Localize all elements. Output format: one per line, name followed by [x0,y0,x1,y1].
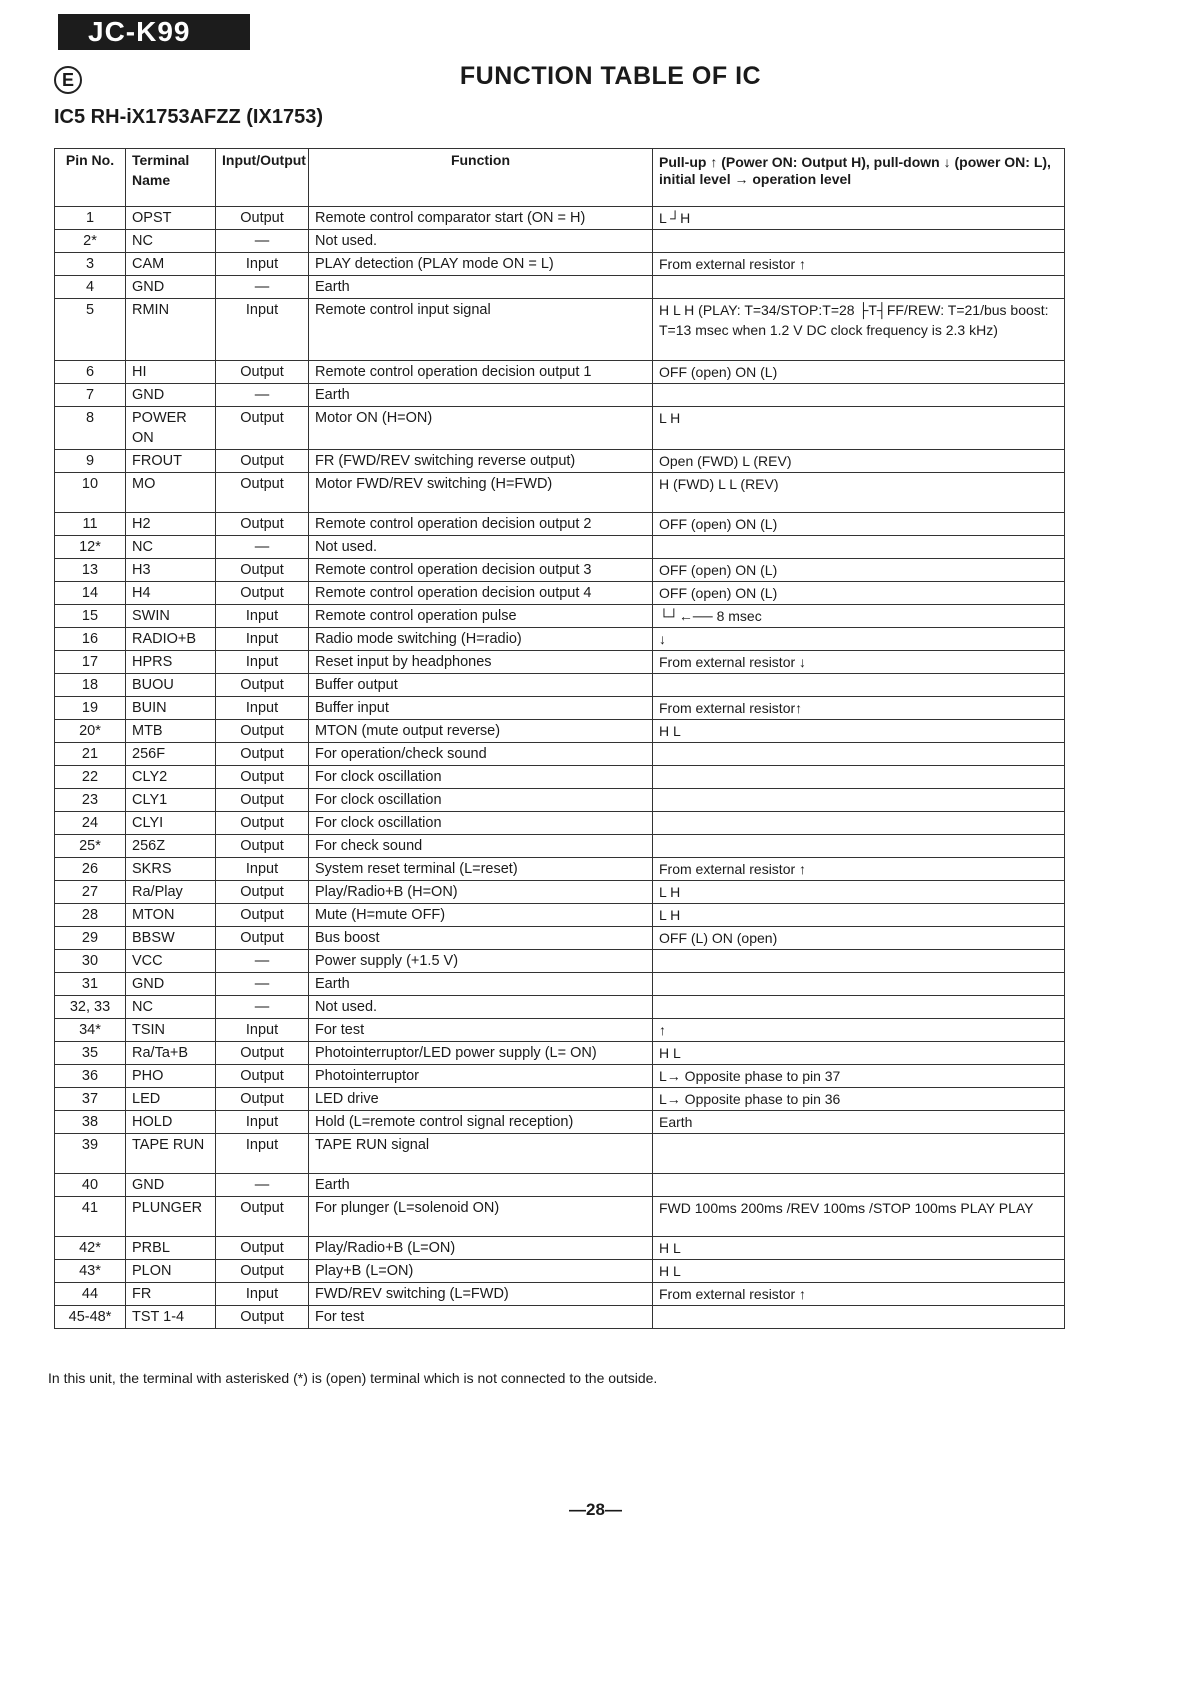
cell-pin: 28 [55,904,126,927]
cell-function: Power supply (+1.5 V) [309,950,653,973]
cell-pull: H L [653,1237,1065,1260]
cell-io: — [216,1174,309,1197]
cell-pin: 16 [55,628,126,651]
cell-terminal: RADIO+B [126,628,216,651]
cell-io: Output [216,789,309,812]
cell-pin: 30 [55,950,126,973]
cell-terminal: BBSW [126,927,216,950]
cell-pull: From external resistor↑ [653,697,1065,720]
cell-pin: 31 [55,973,126,996]
cell-io: Output [216,904,309,927]
cell-terminal: CLY2 [126,766,216,789]
cell-pull [653,674,1065,697]
cell-terminal: MTB [126,720,216,743]
cell-pin: 3 [55,253,126,276]
cell-function: Remote control comparator start (ON = H) [309,207,653,230]
model-badge: JC-K99 [58,14,250,50]
cell-io: Output [216,1306,309,1329]
cell-terminal: H4 [126,582,216,605]
cell-pull: H L [653,1042,1065,1065]
cell-io: Input [216,605,309,628]
table-row [55,1260,1065,1283]
table-row [55,628,1065,651]
cell-terminal: PHO [126,1065,216,1088]
cell-pull: OFF (open) ON (L) [653,513,1065,536]
cell-io: Output [216,1237,309,1260]
cell-pin: 21 [55,743,126,766]
cell-io: Input [216,858,309,881]
cell-io: — [216,230,309,253]
cell-function: Not used. [309,230,653,253]
cell-pin: 41 [55,1197,126,1237]
cell-pin: 37 [55,1088,126,1111]
cell-terminal: OPST [126,207,216,230]
cell-io: Input [216,299,309,361]
cell-function: Remote control operation decision output 3 [309,559,653,582]
cell-function: Remote control operation pulse [309,605,653,628]
table-row [55,973,1065,996]
cell-pull: H L [653,1260,1065,1283]
table-row [55,1042,1065,1065]
table-row [55,559,1065,582]
cell-io: Output [216,927,309,950]
table-row [55,1283,1065,1306]
cell-function: Buffer output [309,674,653,697]
cell-function: Not used. [309,996,653,1019]
table-row [55,1174,1065,1197]
cell-pull: OFF (open) ON (L) [653,559,1065,582]
cell-pin: 17 [55,651,126,674]
cell-function: For clock oscillation [309,812,653,835]
table-row [55,1019,1065,1042]
cell-function: For plunger (L=solenoid ON) [309,1197,653,1237]
cell-function: Earth [309,1174,653,1197]
cell-terminal: HI [126,361,216,384]
cell-terminal: Ra/Play [126,881,216,904]
cell-io: Output [216,812,309,835]
cell-pull: From external resistor ↑ [653,253,1065,276]
cell-terminal: TAPE RUN [126,1134,216,1174]
cell-terminal: FROUT [126,450,216,473]
cell-io: Output [216,1260,309,1283]
cell-terminal: 256Z [126,835,216,858]
table-row [55,766,1065,789]
ic-heading: IC5 RH-iX1753AFZZ (IX1753) [54,106,323,128]
cell-function: For test [309,1306,653,1329]
cell-pin: 14 [55,582,126,605]
cell-pin: 11 [55,513,126,536]
table-row [55,513,1065,536]
cell-pin: 6 [55,361,126,384]
table-row [55,1197,1065,1237]
cell-pull [653,1134,1065,1174]
table-row [55,582,1065,605]
col-header-terminal: Terminal Name [126,149,216,207]
cell-pin: 29 [55,927,126,950]
function-table [54,148,1065,1329]
table-row [55,1306,1065,1329]
cell-io: Output [216,720,309,743]
table-row [55,1111,1065,1134]
table-row [55,904,1065,927]
col-header-io: Input/Output [216,149,309,207]
table-row [55,1065,1065,1088]
table-row [55,858,1065,881]
cell-pin: 10 [55,473,126,513]
cell-pull: ↓ [653,628,1065,651]
cell-pin: 12* [55,536,126,559]
cell-pull: L H [653,407,1065,450]
cell-function: Remote control operation decision output 2 [309,513,653,536]
cell-io: Input [216,1019,309,1042]
table-row [55,299,1065,361]
cell-function: Reset input by headphones [309,651,653,674]
col-header-pull: Pull-up ↑ (Power ON: Output H), pull-down ↓ (power ON: L), initial level → operation level [653,149,1065,207]
cell-pin: 34* [55,1019,126,1042]
cell-pin: 4 [55,276,126,299]
cell-terminal: NC [126,996,216,1019]
cell-pin: 25* [55,835,126,858]
cell-io: Output [216,361,309,384]
cell-pull: From external resistor ↓ [653,651,1065,674]
table-row [55,996,1065,1019]
cell-terminal: SWIN [126,605,216,628]
cell-pin: 20* [55,720,126,743]
cell-pin: 23 [55,789,126,812]
cell-pin: 35 [55,1042,126,1065]
cell-terminal: 256F [126,743,216,766]
cell-terminal: PLON [126,1260,216,1283]
cell-io: Output [216,513,309,536]
cell-pull: H (FWD) L L (REV) [653,473,1065,513]
cell-pull: OFF (L) ON (open) [653,927,1065,950]
cell-terminal: NC [126,536,216,559]
cell-pin: 18 [55,674,126,697]
cell-pull: ↑ [653,1019,1065,1042]
cell-function: Earth [309,384,653,407]
cell-io: Input [216,651,309,674]
cell-pull [653,835,1065,858]
region-mark: E [54,66,82,94]
cell-pin: 36 [55,1065,126,1088]
cell-pin: 22 [55,766,126,789]
cell-function: Bus boost [309,927,653,950]
cell-io: Output [216,881,309,904]
cell-pin: 39 [55,1134,126,1174]
cell-pin: 5 [55,299,126,361]
cell-terminal: TST 1-4 [126,1306,216,1329]
table-row [55,674,1065,697]
cell-terminal: RMIN [126,299,216,361]
cell-io: Output [216,1197,309,1237]
cell-pin: 19 [55,697,126,720]
cell-pin: 9 [55,450,126,473]
cell-io: Output [216,450,309,473]
cell-pull [653,812,1065,835]
cell-terminal: NC [126,230,216,253]
cell-pull [653,536,1065,559]
cell-function: Play+B (L=ON) [309,1260,653,1283]
cell-io: — [216,536,309,559]
cell-function: Remote control input signal [309,299,653,361]
cell-function: Remote control operation decision output 1 [309,361,653,384]
cell-terminal: CLYI [126,812,216,835]
table-row [55,697,1065,720]
table-row [55,361,1065,384]
cell-pull [653,1306,1065,1329]
cell-pull: OFF (open) ON (L) [653,361,1065,384]
cell-terminal: HPRS [126,651,216,674]
cell-terminal: LED [126,1088,216,1111]
cell-io: Input [216,697,309,720]
cell-pull [653,789,1065,812]
cell-io: Output [216,1042,309,1065]
cell-pin: 44 [55,1283,126,1306]
cell-pull [653,276,1065,299]
cell-terminal: GND [126,1174,216,1197]
table-row [55,450,1065,473]
table-row [55,536,1065,559]
cell-terminal: MTON [126,904,216,927]
table-row [55,881,1065,904]
cell-io: Input [216,253,309,276]
col-header-function: Function [309,149,653,207]
cell-pull: FWD 100ms 200ms /REV 100ms /STOP 100ms PLAY PLAY [653,1197,1065,1237]
cell-pull: L→ Opposite phase to pin 37 [653,1065,1065,1088]
cell-pin: 27 [55,881,126,904]
table-row [55,1088,1065,1111]
cell-pin: 32, 33 [55,996,126,1019]
table-row [55,720,1065,743]
cell-function: Photointerruptor/LED power supply (L= ON) [309,1042,653,1065]
table-row [55,1134,1065,1174]
cell-pull [653,743,1065,766]
cell-io: — [216,950,309,973]
cell-terminal: GND [126,276,216,299]
cell-io: — [216,973,309,996]
page-number: —28— [569,1500,622,1519]
cell-io: Input [216,628,309,651]
footnote: In this unit, the terminal with asterisked (*) is (open) terminal which is not connected to the outside. [48,1370,658,1386]
cell-pull: Open (FWD) L (REV) [653,450,1065,473]
cell-function: Hold (L=remote control signal reception) [309,1111,653,1134]
cell-terminal: GND [126,384,216,407]
cell-pin: 15 [55,605,126,628]
col-header-pin: Pin No. [55,149,126,207]
cell-pull: L ┘H [653,207,1065,230]
table-row [55,927,1065,950]
cell-pull: From external resistor ↑ [653,858,1065,881]
cell-function: Motor FWD/REV switching (H=FWD) [309,473,653,513]
table-row [55,276,1065,299]
cell-pull: L H [653,881,1065,904]
cell-pull: OFF (open) ON (L) [653,582,1065,605]
cell-pull [653,384,1065,407]
cell-function: For test [309,1019,653,1042]
table-row [55,253,1065,276]
cell-terminal: GND [126,973,216,996]
cell-pin: 38 [55,1111,126,1134]
cell-terminal: SKRS [126,858,216,881]
cell-pull [653,973,1065,996]
cell-function: Play/Radio+B (H=ON) [309,881,653,904]
cell-io: — [216,996,309,1019]
cell-io: Output [216,473,309,513]
cell-pin: 45-48* [55,1306,126,1329]
cell-terminal: H3 [126,559,216,582]
cell-pull [653,766,1065,789]
table-header-row [55,149,1065,207]
cell-io: Output [216,407,309,450]
table-row [55,207,1065,230]
cell-function: Motor ON (H=ON) [309,407,653,450]
cell-io: Input [216,1134,309,1174]
cell-function: TAPE RUN signal [309,1134,653,1174]
cell-pin: 2* [55,230,126,253]
cell-function: Earth [309,276,653,299]
table-row [55,812,1065,835]
table-row [55,230,1065,253]
cell-pull: Earth [653,1111,1065,1134]
cell-terminal: HOLD [126,1111,216,1134]
cell-terminal: VCC [126,950,216,973]
cell-pin: 42* [55,1237,126,1260]
cell-io: Output [216,835,309,858]
cell-terminal: Ra/Ta+B [126,1042,216,1065]
cell-io: Output [216,766,309,789]
table-row [55,950,1065,973]
cell-pull: From external resistor ↑ [653,1283,1065,1306]
table-row [55,1237,1065,1260]
cell-pull [653,1174,1065,1197]
cell-pin: 43* [55,1260,126,1283]
cell-pull [653,996,1065,1019]
cell-terminal: H2 [126,513,216,536]
cell-terminal: CAM [126,253,216,276]
cell-function: Radio mode switching (H=radio) [309,628,653,651]
cell-terminal: BUOU [126,674,216,697]
cell-pin: 24 [55,812,126,835]
cell-pin: 40 [55,1174,126,1197]
cell-terminal: FR [126,1283,216,1306]
cell-pull: H L [653,720,1065,743]
table-row [55,835,1065,858]
cell-function: Not used. [309,536,653,559]
cell-function: FWD/REV switching (L=FWD) [309,1283,653,1306]
cell-io: Output [216,559,309,582]
cell-pin: 26 [55,858,126,881]
cell-pin: 1 [55,207,126,230]
cell-terminal: BUIN [126,697,216,720]
cell-function: LED drive [309,1088,653,1111]
table-row [55,789,1065,812]
cell-pull [653,950,1065,973]
table-row [55,651,1065,674]
cell-pin: 8 [55,407,126,450]
cell-io: Output [216,582,309,605]
cell-io: Output [216,743,309,766]
cell-function: For operation/check sound [309,743,653,766]
cell-function: Remote control operation decision output 4 [309,582,653,605]
cell-terminal: PRBL [126,1237,216,1260]
cell-pull: └┘←── 8 msec [653,605,1065,628]
cell-function: Buffer input [309,697,653,720]
cell-io: Output [216,207,309,230]
table-row [55,407,1065,450]
cell-pin: 7 [55,384,126,407]
cell-function: Photointerruptor [309,1065,653,1088]
cell-io: Output [216,1065,309,1088]
cell-function: Mute (H=mute OFF) [309,904,653,927]
cell-io: Input [216,1111,309,1134]
table-row [55,384,1065,407]
cell-io: — [216,276,309,299]
cell-pull: L→ Opposite phase to pin 36 [653,1088,1065,1111]
cell-terminal: PLUNGER [126,1197,216,1237]
cell-function: MTON (mute output reverse) [309,720,653,743]
cell-io: — [216,384,309,407]
cell-function: PLAY detection (PLAY mode ON = L) [309,253,653,276]
table-row [55,743,1065,766]
cell-pin: 13 [55,559,126,582]
cell-terminal: CLY1 [126,789,216,812]
cell-pull: L H [653,904,1065,927]
cell-io: Input [216,1283,309,1306]
cell-function: For check sound [309,835,653,858]
table-body [55,207,1065,1329]
cell-function: FR (FWD/REV switching reverse output) [309,450,653,473]
cell-function: Play/Radio+B (L=ON) [309,1237,653,1260]
cell-function: For clock oscillation [309,789,653,812]
table-row [55,473,1065,513]
cell-terminal: TSIN [126,1019,216,1042]
page-title: FUNCTION TABLE OF IC [459,62,762,90]
cell-function: For clock oscillation [309,766,653,789]
cell-function: Earth [309,973,653,996]
cell-pull [653,230,1065,253]
table-row [55,605,1065,628]
cell-terminal: MO [126,473,216,513]
cell-terminal: POWER ON [126,407,216,450]
cell-pull: H L H (PLAY: T=34/STOP:T=28 ├T┤FF/REW: T=21/bus boost: T=13 msec when 1.2 V DC clock frequency is 2.3 kHz) [653,299,1065,361]
cell-io: Output [216,674,309,697]
cell-function: System reset terminal (L=reset) [309,858,653,881]
cell-io: Output [216,1088,309,1111]
